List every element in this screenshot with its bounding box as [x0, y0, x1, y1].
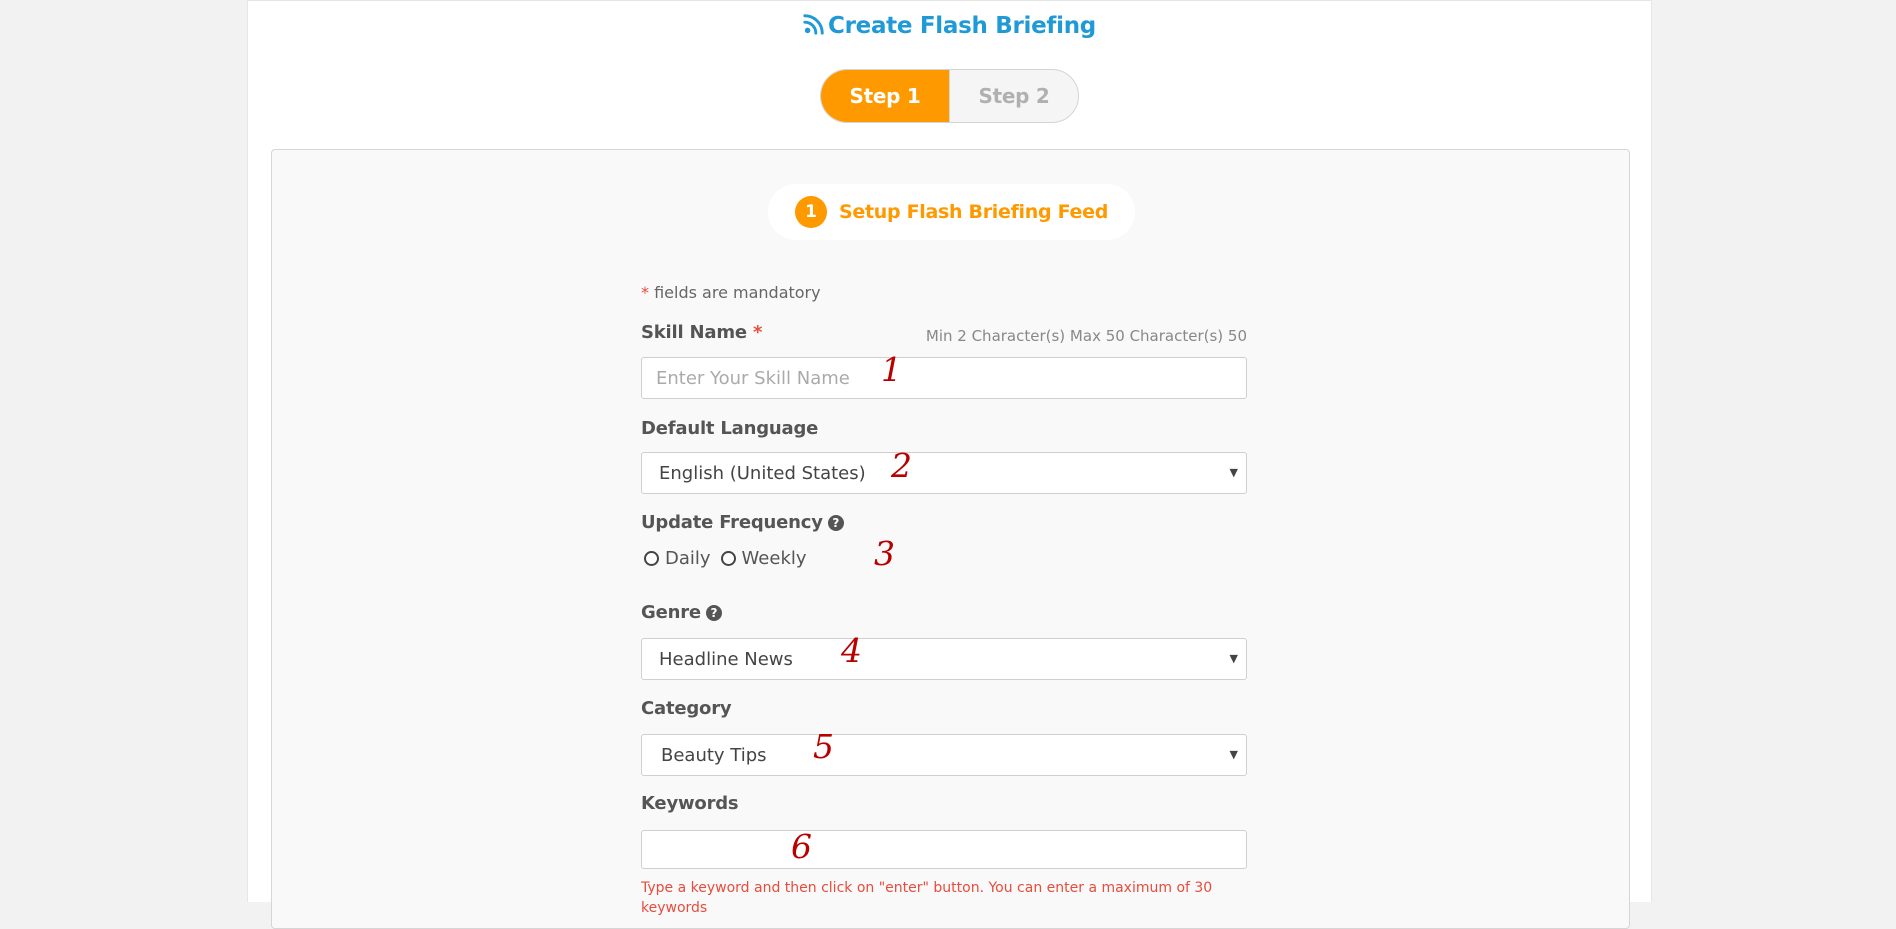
skill-name-hint: Min 2 Character(s) Max 50 Character(s) 50: [925, 327, 1247, 345]
update-frequency-radios: [644, 548, 817, 569]
skill-name-placeholder: Enter Your Skill Name: [656, 367, 850, 389]
section-number-badge: 1: [795, 196, 827, 228]
question-circle-icon[interactable]: ?: [706, 605, 722, 621]
genre-value: Headline News: [659, 648, 793, 670]
page-title-text: Create Flash Briefing: [828, 13, 1096, 39]
genre-select[interactable]: [641, 638, 1247, 680]
form-panel: [271, 149, 1630, 929]
radio-weekly-circle[interactable]: [721, 551, 736, 566]
chevron-down-icon: ▼: [1229, 652, 1238, 665]
genre-label: [641, 602, 722, 623]
radio-daily[interactable]: [644, 548, 711, 569]
page-container: [247, 0, 1652, 916]
section-title: Setup Flash Briefing Feed: [838, 201, 1108, 223]
keywords-label: Keywords: [641, 793, 739, 814]
mandatory-note-text: fields are mandatory: [654, 283, 821, 302]
skill-name-label: [641, 322, 762, 343]
page-title: [248, 13, 1651, 39]
radio-weekly[interactable]: [721, 548, 807, 569]
skill-name-label-text: Skill Name: [641, 322, 747, 343]
step-tabs: [820, 69, 1079, 123]
annotation-4: 4: [841, 631, 862, 670]
default-language-select[interactable]: [641, 452, 1247, 494]
question-circle-icon[interactable]: ?: [828, 515, 844, 531]
default-language-value: English (United States): [659, 462, 866, 484]
radio-weekly-label: Weekly: [741, 548, 807, 569]
radio-daily-circle[interactable]: [644, 551, 659, 566]
default-language-label: Default Language: [641, 418, 819, 439]
keywords-help-text: Type a keyword and then click on "enter" button. You can enter a maximum of 30 keywords: [641, 880, 1213, 916]
category-select[interactable]: [641, 734, 1247, 776]
keywords-input[interactable]: [641, 830, 1247, 869]
category-label: Category: [641, 698, 732, 719]
required-star: *: [752, 322, 763, 343]
radio-daily-label: Daily: [665, 548, 711, 569]
category-value: Beauty Tips: [661, 744, 767, 766]
mandatory-star: *: [641, 283, 649, 302]
annotation-1: 1: [881, 350, 902, 389]
update-frequency-label: [641, 512, 844, 533]
annotation-5: 5: [813, 727, 834, 766]
step-1-tab[interactable]: Step 1: [821, 70, 950, 122]
annotation-6: 6: [791, 827, 812, 866]
update-frequency-label-text: Update Frequency: [641, 512, 823, 533]
skill-name-input[interactable]: [641, 357, 1247, 399]
rss-icon: [803, 13, 825, 35]
chevron-down-icon: ▼: [1229, 748, 1238, 761]
section-header: [768, 184, 1135, 240]
annotation-2: 2: [891, 446, 912, 485]
genre-label-text: Genre: [641, 602, 701, 623]
chevron-down-icon: ▼: [1229, 466, 1238, 479]
mandatory-note: [641, 283, 821, 302]
annotation-3: 3: [874, 534, 895, 573]
step-2-tab[interactable]: Step 2: [978, 84, 1050, 108]
